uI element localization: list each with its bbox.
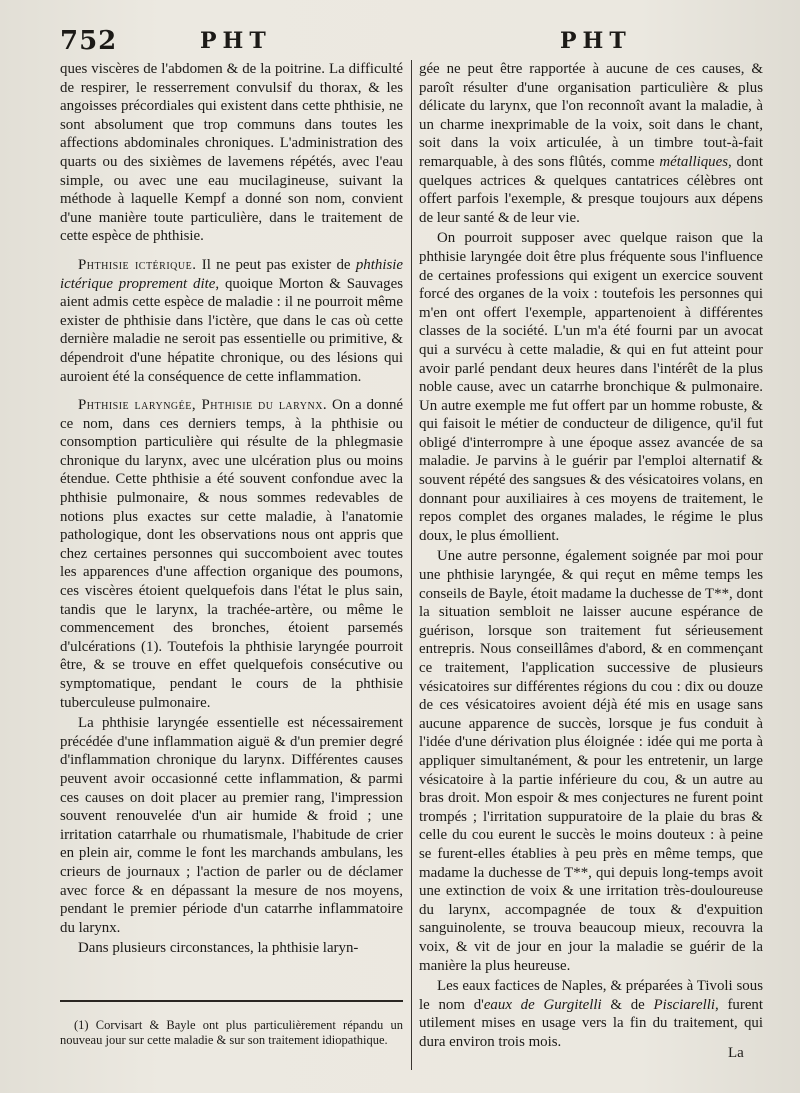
paragraph: ques viscères de l'abdomen & de la poitrine. La difficulté de respirer, le resserrement convulsif du thorax, & les angoisses précordiales qui existent dans cette phthisie, ne sont absolument que trop communs dans toutes les affections abdominales chroniques. L'administration des quarts ou des sixièmes de lavemens répétés, avec l'eau simple, ou avec une eau mucilagineuse, suivant la méthode à laquelle Kempf a donné son nom, convient d'une manière toute particulière, dans le traitement de cette espèce de phthisie. (60, 61, 403, 245)
column-divider (411, 60, 412, 1070)
page-header (60, 22, 760, 62)
paragraph-phthisie-laryngee: Phthisie laryngée, Phthisie du larynx. On a donné ce nom, dans ces derniers temps, à la phthisie ou consomption particulière qui résulte de la phlegmasie chronique du larynx, avec une ulcération plus ou moins étendue. Cette phthisie a été souvent confondue avec la phthisie pulmonaire, & nous sommes redevables de notions plus exactes sur cette maladie, à l'anatomie pathologique, dont les observations nous ont appris que chez certaines personnes qui succomboient avec toutes les apparences d'une affection organique des poumons, ces viscères étoient quelquefois dans l'état le plus sain, tandis que le larynx, la trachée-artère, ou même le commencement des bronches, étoient parsemés d'ulcérations (1). Toutefois la phthisie laryngée pourroit être, & se trouve en effet quelquefois consécutive ou symptomatique, pendant le cours de la phthisie tuberculeuse pulmonaire. (60, 397, 403, 711)
paragraph: gée ne peut être rapportée à aucune de ces causes, & paroît résulter d'une organisation particulière & plus délicate du larynx, que l'on reconnoît avant la maladie, à un charme inexprimable de la voix, soit dans le chant, soit dans la voix articulée, à un timbre tout-à-fait remarquable, à des sons flûtés, comme métalliques, dont quelques actrices & quelques cantatrices célèbres ont offert parfois l'exemple, & presque toujours aux dépens de leur santé & de leur vie. (419, 61, 764, 226)
running-head-left: PHT (200, 28, 272, 54)
page-number: 752 (60, 26, 118, 56)
footnote: (1) Corvisart & Bayle ont plus particulièrement répandu un nouveau jour sur cette maladie & sur son traitement idiopathique. (60, 1018, 403, 1047)
entry-heading: Phthisie laryngée, Phthisie du larynx. (78, 397, 328, 414)
entry-heading: Phthisie ictérique. (78, 256, 197, 273)
paragraph: Une autre personne, également soignée par moi pour une phthisie laryngée, & qui reçut en même temps les conseils de Bayle, étoit madame la duchesse de T**, dont la situation sembloit ne laisser aucune espérance de guérison, lorsque son traitement fut sérieusement entrepris. Nous conseillâmes d'abord, & en commençant ce traitement, l'application successive de plusieurs vésicatoires sur différentes régions du cou : dix ou douze de ces vésicatoires avoient déjà été mis en usage sans aucune apparence de succès, lorsque je fus conduit à l'idée d'une dérivation plus éloignée : idée qui me porta à appliquer simultanément, & pour les entretenir, un large vésicatoire à la partie inférieure du cou, & un autre au bras droit. Mon espoir & mes conjectures ne furent point trompés ; l'irritation suppuratoire de la plaie du bras & celle du cou eurent le succès le moins douteux : à peine se furent-elles établies à peu près en même temps, que madame la duchesse de T**, qui depuis long-temps avoit une extinction de voix & une irritation très-douloureuse du larynx, accompagnée de toux & d'expuition sanguinolente, se trouva beaucoup mieux, recouvra la voix, & vit de jour en jour la maladie se guérir de la manière la plus heureuse. (419, 548, 763, 974)
paragraph-phthisie-icterique: Phthisie ictérique. Il ne peut pas exister de phthisie ictérique proprement dite, quoique Morton & Sauvages aient admis cette espèce de maladie : il ne pourroit même exister de phthisie dans l'ictère, que dans le cas où cette dernière maladie ne seroit pas essentielle ou primitive, & dépendroit d'une hépatite chronique, ou des lésions qui auroient été la conséquence de cette inflammation. (60, 256, 403, 385)
paragraph: Les eaux factices de Naples, & préparées à Tivoli sous le nom d'eaux de Gurgitelli & de Pisciarelli, furent utilement mises en usage vers la fin du traitement, qui dura environ trois mois. (419, 978, 764, 1050)
paragraph: Dans plusieurs circonstances, la phthisie laryn- (78, 940, 359, 957)
paragraph: La phthisie laryngée essentielle est nécessairement précédée d'une inflammation aiguë & d'un premier degré d'inflammation chronique du larynx. Différentes causes peuvent avoir occasionné cette inflammation, & parmi ces causes on doit placer au premier rang, l'impression souvent renouvelée d'un air humide & froid ; une irritation catarrhale ou rhumatismale, l'habitude de crier en plein air, comme le font les marchands ambulans, les crieurs de journaux ; l'action de parler ou de déclamer avec force & en dépassant la mesure de nos moyens, pendant le premier période d'un catarrhe inflammatoire du larynx. (60, 715, 403, 936)
running-head-right: PHT (560, 28, 632, 54)
paragraph: On pourroit supposer avec quelque raison que la phthisie laryngée doit être plus fréquente sous l'influence de certaines professions qui exigent un exercice souvent forcé des organes de la voix : toutefois les personnes qui m'en ont offert l'exemple, appartenoient à différentes classes de la société. L'un m'a été fourni par un avocat qui a survécu à cette maladie, & qui en fut atteint pour avoir parlé pendant deux heures dans l'intérêt de la plus noble cause, avec un catarrhe bronchique & pulmonaire. Un autre exemple me fut offert par un homme robuste, & qui faisoit le métier de conducteur de diligence, qu'il fut obligé d'interrompre à une époque assez avancée de sa maladie. Je parvins à le guérir par l'emploi alternatif & souvent répété des sangsues & des vésicatoires volans, en donnant pour auxiliaires à ces moyens de traitement, le repos complet des organes malades, le régime le plus doux, le plus émollient. (419, 230, 763, 544)
catchword: La (728, 1045, 744, 1061)
left-column (60, 60, 403, 968)
footnote-rule (60, 1000, 403, 1002)
right-column (419, 60, 763, 1053)
